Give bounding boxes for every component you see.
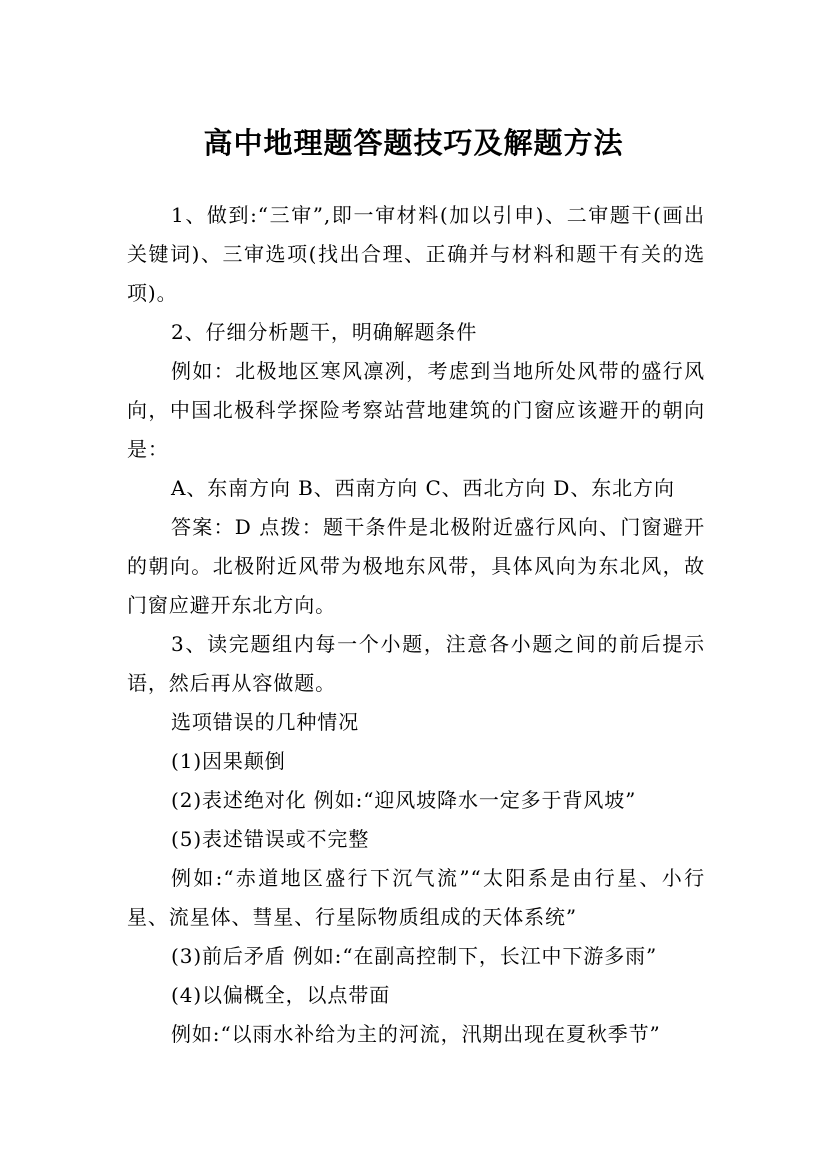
paragraph-answer-explanation: 答案：D 点拨：题干条件是北极附近盛行风向、门窗避开的朝向。北极附近风带为极地东风带，具体风向为东北风，故门窗应避开东北方向。: [127, 515, 705, 617]
document-title: 高中地理题答题技巧及解题方法: [203, 126, 624, 161]
paragraph-absolute-statement: (2)表述绝对化 例如:“迎风坡降水一定多于背风坡”: [171, 788, 637, 812]
paragraph-answer-options: A、东南方向 B、西南方向 C、西北方向 D、东北方向: [171, 476, 675, 500]
paragraph-example-question: 例如：北极地区寒风凛冽，考虑到当地所处风带的盛行风向，中国北极科学探险考察站营地建筑的门窗应该避开的朝向是：: [127, 359, 705, 461]
paragraph-overgeneralization: (4)以偏概全，以点带面: [171, 983, 391, 1007]
document-body: [127, 196, 705, 1054]
paragraph-incorrect-incomplete: (5)表述错误或不完整: [171, 827, 370, 851]
paragraph-analyze-question: 2、仔细分析题干，明确解题条件: [171, 320, 478, 344]
paragraph-overgeneralization-example: 例如:“以雨水补给为主的河流，汛期出现在夏秋季节”: [171, 1022, 661, 1046]
paragraph-wrong-options-heading: 选项错误的几种情况: [171, 710, 360, 734]
paragraph-read-questions: 3、读完题组内每一个小题，注意各小题之间的前后提示语，然后再从容做题。: [127, 632, 705, 695]
paragraph-causal-reversal: (1)因果颠倒: [171, 749, 286, 773]
paragraph-incorrect-example: 例如:“赤道地区盛行下沉气流”“太阳系是由行星、小行星、流星体、彗星、行星际物质组成的天体系统”: [127, 866, 705, 929]
paragraph-three-reviews: 1、做到:“三审”,即一审材料(加以引申)、二审题干(画出关键词)、三审选项(找出合理、正确并与材料和题干有关的选项)。: [127, 203, 705, 305]
paragraph-contradiction: (3)前后矛盾 例如:“在副高控制下，长江中下游多雨”: [171, 944, 658, 968]
